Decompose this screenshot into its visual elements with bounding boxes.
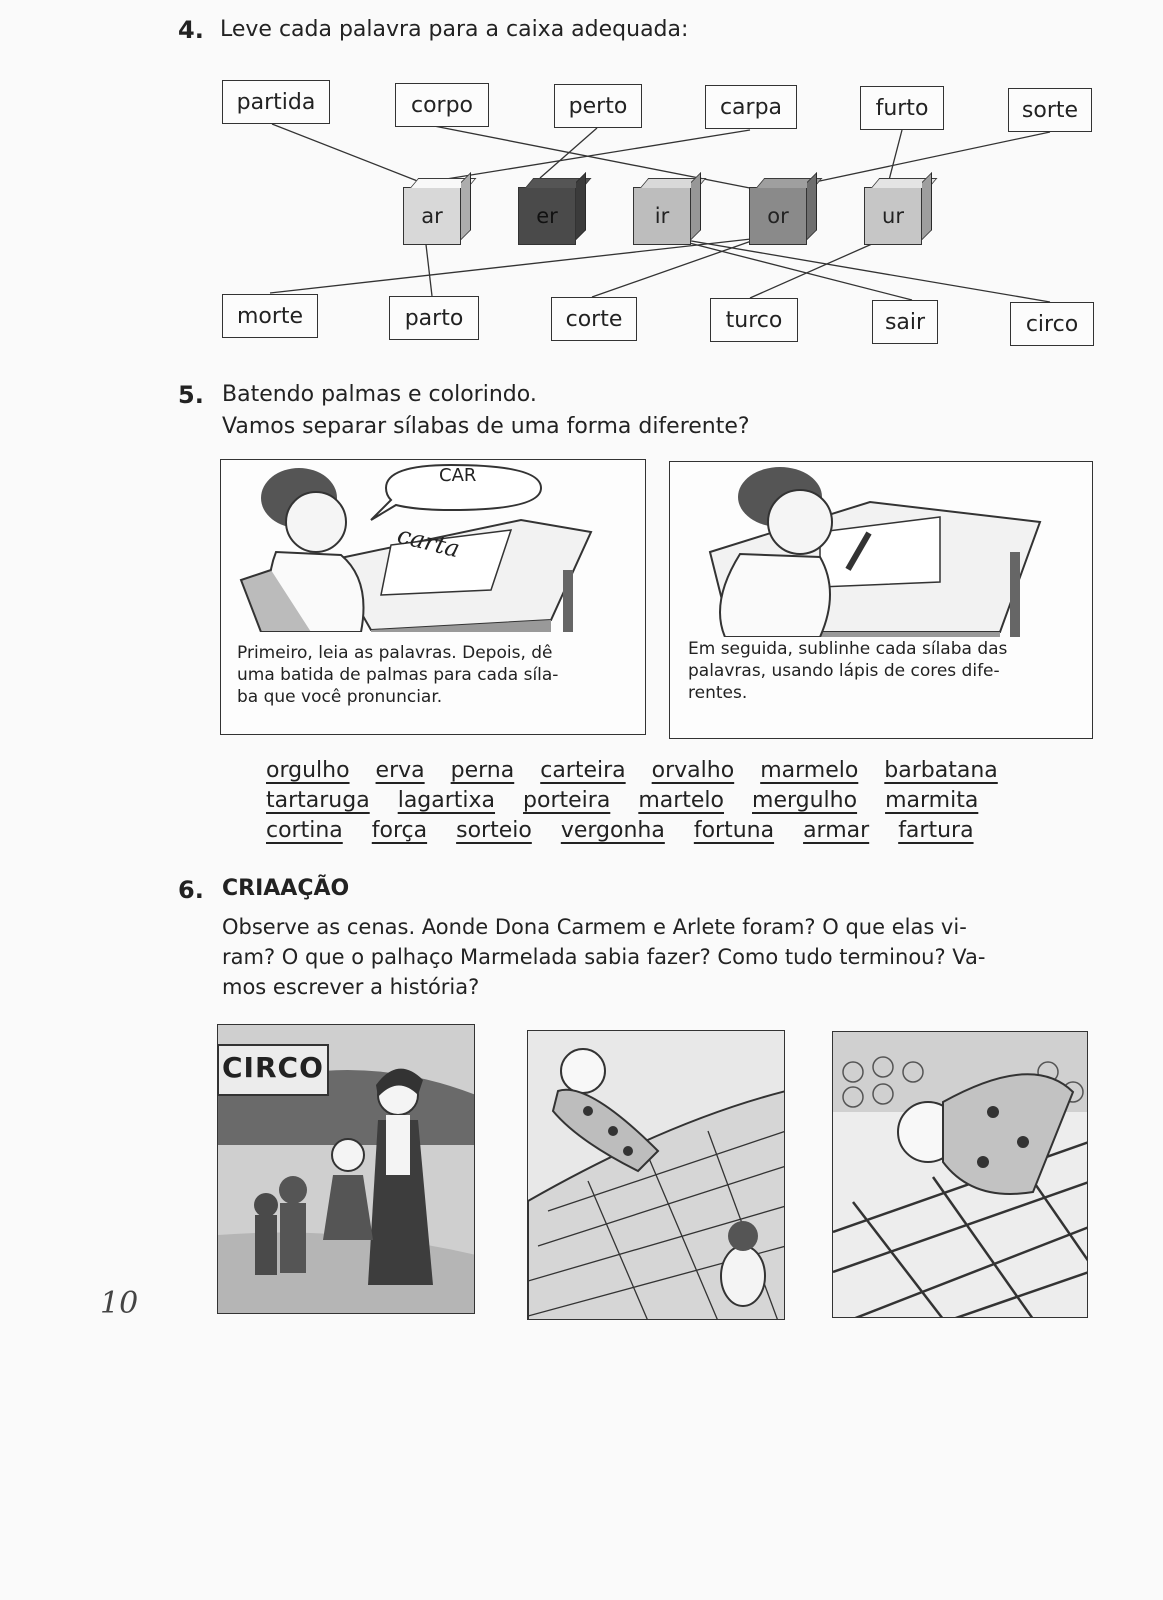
word-barbatana: barbatana <box>884 758 998 783</box>
top-word-perto: perto <box>554 84 642 128</box>
word-forca: força <box>371 818 428 843</box>
word-porteira: porteira <box>523 788 611 813</box>
word-orgulho: orgulho <box>266 758 350 783</box>
top-word-corpo: corpo <box>395 83 489 127</box>
word-row-2 <box>266 788 978 813</box>
caption-right-line-1: Em seguida, sublinhe cada sílaba das <box>688 639 1008 659</box>
caption-left-line-2: uma batida de palmas para cada síla- <box>237 665 559 685</box>
bottom-word-corte: corte <box>551 297 637 341</box>
syllable-cube-er: er <box>518 187 576 245</box>
word-armar: armar <box>803 818 870 843</box>
q4-number: 4. <box>178 16 204 44</box>
clown-falling-illustration <box>833 1032 1088 1318</box>
sheet-word: carta <box>394 520 463 564</box>
clown-jumping-illustration <box>528 1031 785 1320</box>
bottom-word-parto: parto <box>389 296 479 340</box>
story-scene-clown-falling <box>832 1031 1088 1318</box>
top-word-partida: partida <box>222 80 330 124</box>
word-vergonha: vergonha <box>560 818 665 843</box>
story-scene-clown-jumping <box>527 1030 785 1320</box>
word-erva: erva <box>375 758 425 783</box>
word-row-3 <box>266 818 974 843</box>
boy-underlining-illustration <box>670 462 1092 637</box>
word-martelo: martelo <box>638 788 725 813</box>
caption-right <box>688 638 1007 704</box>
q6-title: CRIAAÇÃO <box>222 876 350 901</box>
q6-text-line-2: ram? O que o palhaço Marmelada sabia fazer? Como tudo terminou? Va- <box>222 945 986 969</box>
syllable-cube-or: or <box>749 187 807 245</box>
caption-left-line-1: Primeiro, leia as palavras. Depois, dê <box>237 643 553 663</box>
word-marmita: marmita <box>885 788 979 813</box>
q4-instruction: Leve cada palavra para a caixa adequada: <box>220 17 689 42</box>
word-carteira: carteira <box>540 758 626 783</box>
story-scene-circus-entrance <box>217 1024 475 1314</box>
speech-bubble-text: CAR <box>439 464 477 486</box>
word-fortuna: fortuna <box>693 818 775 843</box>
word-cortina: cortina <box>266 818 343 843</box>
q5-title: Batendo palmas e colorindo. <box>222 382 537 407</box>
caption-left <box>237 642 558 708</box>
word-perna: perna <box>450 758 515 783</box>
word-orvalho: orvalho <box>651 758 735 783</box>
q5-number: 5. <box>178 381 204 409</box>
syllable-cube-ur: ur <box>864 187 922 245</box>
q5-subtitle: Vamos separar sílabas de uma forma diferente? <box>222 414 750 439</box>
top-word-carpa: carpa <box>705 85 797 129</box>
circus-sign: CIRCO <box>222 1051 324 1084</box>
q6-text-line-3: mos escrever a história? <box>222 975 480 999</box>
bottom-word-sair: sair <box>872 300 938 344</box>
q6-text-line-1: Observe as cenas. Aonde Dona Carmem e Arlete foram? O que elas vi- <box>222 915 967 939</box>
word-row-1 <box>266 758 998 783</box>
word-marmelo: marmelo <box>760 758 859 783</box>
word-mergulho: mergulho <box>752 788 858 813</box>
caption-left-line-3: ba que você pronunciar. <box>237 687 443 707</box>
word-sorteio: sorteio <box>456 818 532 843</box>
panel-right <box>669 461 1093 739</box>
word-fartura: fartura <box>898 818 974 843</box>
bottom-word-circo: circo <box>1010 302 1094 346</box>
word-lagartixa: lagartixa <box>397 788 496 813</box>
top-word-furto: furto <box>860 86 944 130</box>
q6-number: 6. <box>178 876 204 904</box>
syllable-cube-ir: ir <box>633 187 691 245</box>
top-word-sorte: sorte <box>1008 88 1092 132</box>
word-tartaruga: tartaruga <box>266 788 370 813</box>
syllable-cube-ar: ar <box>403 187 461 245</box>
q6-text <box>222 912 985 1002</box>
caption-right-line-2: palavras, usando lápis de cores dife- <box>688 661 1000 681</box>
page-number: 10 <box>100 1286 139 1321</box>
bottom-word-morte: morte <box>222 294 318 338</box>
bottom-word-turco: turco <box>710 298 798 342</box>
panel-left <box>220 459 646 735</box>
caption-right-line-3: rentes. <box>688 683 748 703</box>
